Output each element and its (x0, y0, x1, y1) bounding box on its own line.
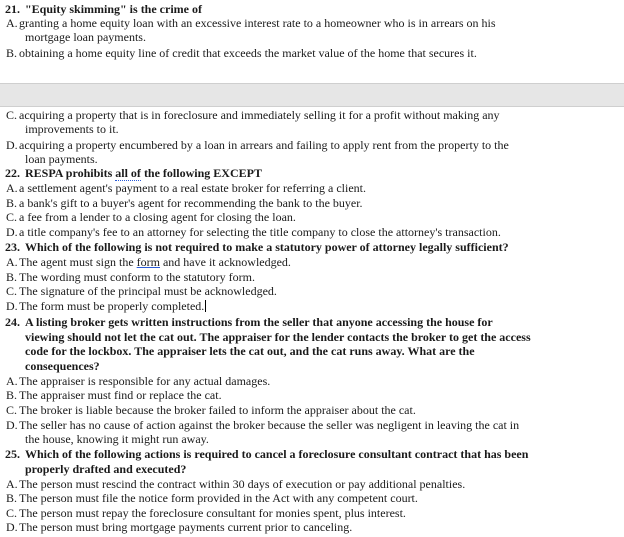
option-text: a title company's fee to an attorney for selecting the title company to close the attorney's transaction. (19, 225, 501, 239)
question-number: 23. (5, 240, 20, 254)
option-text: a settlement agent's payment to a real estate broker for referring a client. (19, 181, 367, 195)
option-23a (0, 255, 291, 269)
option-text: The appraiser is responsible for any actual damages. (19, 374, 271, 388)
question-number: 21. (5, 2, 20, 16)
option-letter: A. (6, 477, 18, 491)
option-letter: D. (6, 520, 18, 534)
option-21d (0, 138, 509, 152)
option-letter: D. (6, 138, 18, 152)
option-21c-cont: improvements to it. (25, 122, 119, 136)
option-letter: A. (6, 374, 18, 388)
option-letter: A. (6, 255, 18, 269)
option-22c (0, 210, 296, 224)
option-22a (0, 181, 366, 195)
option-24d (0, 418, 519, 432)
question-24-line4: consequences? (25, 359, 100, 373)
option-23c (0, 284, 277, 298)
option-21b (0, 46, 477, 60)
page-break (0, 83, 624, 107)
option-letter: C. (6, 284, 18, 298)
option-24c (0, 403, 416, 417)
option-22b (0, 196, 363, 210)
text-cursor (205, 300, 206, 312)
option-21a (0, 16, 496, 30)
option-letter: D. (6, 225, 18, 239)
question-number: 25. (5, 447, 20, 461)
question-text: A listing broker gets written instructions from the seller that anyone accessing the house for (25, 315, 493, 329)
option-letter: B. (6, 196, 18, 210)
option-text: granting a home equity loan with an excessive interest rate to a homeowner who is in arrears on his (19, 16, 496, 30)
question-25 (0, 447, 528, 461)
option-24a (0, 374, 270, 388)
option-letter: C. (6, 403, 18, 417)
option-25c (0, 506, 406, 520)
option-21d-cont: loan payments. (25, 152, 98, 166)
question-24-line2: viewing should not let the cat out. The appraiser for the lender contacts the broker to get the access (25, 330, 531, 344)
option-letter: A. (6, 181, 18, 195)
option-letter: C. (6, 108, 18, 122)
option-letter: B. (6, 388, 18, 402)
question-text-end: the following EXCEPT (140, 166, 262, 180)
question-23 (0, 240, 509, 254)
option-25a (0, 477, 465, 491)
question-24-line3: code for the lockbox. The appraiser lets the cat out, and the cat runs away. What are the (25, 344, 475, 358)
option-text: a bank's gift to a buyer's agent for recommending the bank to the buyer. (19, 196, 363, 210)
option-24d-cont: the house, knowing it might run away. (25, 432, 209, 446)
question-text: RESPA prohibits (25, 166, 116, 180)
option-24b (0, 388, 222, 402)
question-number: 22. (5, 166, 20, 180)
question-number: 24. (5, 315, 20, 329)
option-text: acquiring a property that is in foreclosure and immediately selling it for a profit without making any (19, 108, 500, 122)
option-letter: B. (6, 491, 18, 505)
option-text: The broker is liable because the broker failed to inform the appraiser about the cat. (19, 403, 416, 417)
option-text: obtaining a home equity line of credit that exceeds the market value of the home that secures it. (19, 46, 477, 60)
option-text: The person must bring mortgage payments current prior to canceling. (19, 520, 353, 534)
question-text: "Equity skimming" is the crime of (25, 2, 202, 16)
option-letter: D. (6, 299, 18, 313)
question-24 (0, 315, 493, 329)
option-text: The signature of the principal must be acknowledged. (19, 284, 277, 298)
option-text: The person must rescind the contract within 30 days of execution or pay additional penalties. (19, 477, 466, 491)
option-text: a fee from a lender to a closing agent for closing the loan. (19, 210, 296, 224)
option-letter: D. (6, 418, 18, 432)
grammar-flag[interactable]: all of (115, 166, 141, 180)
option-text: The wording must conform to the statutory form. (19, 270, 255, 284)
question-text: Which of the following actions is required to cancel a foreclosure consultant contract that has been (25, 447, 529, 461)
question-22 (0, 166, 262, 180)
question-25-line2: properly drafted and executed? (25, 462, 187, 476)
option-text: The seller has no cause of action against the broker because the seller was negligent in leaving the cat in (19, 418, 520, 432)
option-21c (0, 108, 500, 122)
option-text: The appraiser must find or replace the cat. (19, 388, 222, 402)
option-25d (0, 520, 352, 534)
option-text: The person must repay the foreclosure consultant for monies spent, plus interest. (19, 506, 406, 520)
option-letter: A. (6, 16, 18, 30)
option-text: The person must file the notice form provided in the Act with any competent court. (19, 491, 418, 505)
question-text: Which of the following is not required to make a statutory power of attorney legally sufficient? (25, 240, 509, 254)
option-23b (0, 270, 255, 284)
option-text: The agent must sign the (19, 255, 137, 269)
spelling-flag[interactable]: form (136, 255, 160, 269)
question-21 (0, 2, 202, 16)
option-letter: B. (6, 46, 18, 60)
option-letter: C. (6, 210, 18, 224)
option-text: acquiring a property encumbered by a loan in arrears and failing to apply rent from the property to the (19, 138, 509, 152)
option-letter: C. (6, 506, 18, 520)
option-23d (0, 299, 206, 313)
option-text: The form must be properly completed. (19, 299, 205, 313)
option-22d (0, 225, 501, 239)
option-text-end: and have it acknowledged. (159, 255, 291, 269)
option-25b (0, 491, 418, 505)
option-letter: B. (6, 270, 18, 284)
option-21a-cont: mortgage loan payments. (25, 30, 146, 44)
